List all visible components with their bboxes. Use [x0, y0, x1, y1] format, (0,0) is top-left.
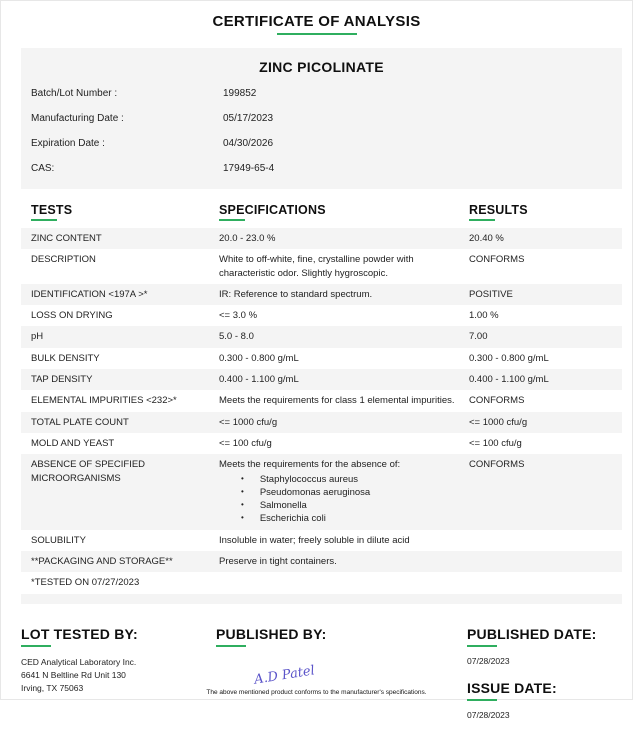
table-row: [21, 249, 622, 284]
specification-cell: [219, 576, 469, 589]
test-name-cell: IDENTIFICATION <197A >*: [31, 288, 148, 300]
lab-address-line: CED Analytical Laboratory Inc.: [21, 656, 137, 667]
specification-text: Meets the requirements for class 1 elemental impurities.: [219, 395, 455, 407]
specification-text: White to off-white, fine, crystalline powder with characteristic odor. Slightly hygroscopic.: [219, 254, 414, 279]
test-name-cell: [21, 594, 219, 604]
result-cell: [469, 594, 622, 604]
specification-bullet-item: • Salmonella: [241, 499, 455, 512]
result-cell: CONFORMS: [469, 254, 525, 266]
specification-text: 0.400 - 1.100 g/mL: [219, 374, 299, 386]
product-field-value: 199852: [223, 88, 257, 99]
published-by-label: PUBLISHED BY:: [216, 625, 327, 642]
specification-cell: [219, 253, 469, 280]
specification-bullet-item: • Pseudomonas aeruginosa: [241, 486, 455, 499]
specification-cell: [219, 232, 469, 245]
specification-cell: [219, 416, 469, 429]
tests-section: [21, 195, 622, 604]
table-row: [21, 594, 622, 604]
product-field: [21, 106, 622, 131]
test-name-cell: *TESTED ON 07/27/2023: [31, 577, 140, 589]
specification-cell: [219, 330, 469, 343]
table-row: [21, 551, 622, 572]
specification-text: 20.0 - 23.0 %: [219, 233, 276, 244]
specification-cell: [219, 373, 469, 386]
tests-header-label: TESTS: [31, 203, 73, 217]
product-field-label: Manufacturing Date :: [31, 113, 124, 124]
specification-cell: [219, 555, 469, 568]
specification-text: <= 100 cfu/g: [219, 437, 272, 449]
heading-underline: [21, 645, 51, 647]
specification-text: IR: Reference to standard spectrum.: [219, 288, 373, 300]
product-field-label: Batch/Lot Number :: [31, 88, 118, 99]
footer-note: The above mentioned product conforms to the manufacturer's specifications.: [206, 689, 427, 696]
result-cell: POSITIVE: [469, 288, 513, 300]
specification-cell: [219, 288, 469, 301]
published-date-label: PUBLISHED DATE:: [467, 625, 597, 642]
lot-tested-by-label: LOT TESTED BY:: [21, 625, 138, 642]
table-row: [21, 572, 622, 593]
test-name-cell: LOSS ON DRYING: [31, 310, 113, 322]
test-name-cell: ELEMENTAL IMPURITIES <232>*: [31, 395, 177, 407]
specification-cell: [219, 458, 469, 525]
header-underline: [31, 219, 57, 221]
published-by-block: [216, 626, 467, 734]
test-name-cell: TAP DENSITY: [31, 374, 93, 386]
dates-block: [467, 626, 622, 734]
result-cell: <= 1000 cfu/g: [469, 416, 528, 428]
specification-text: 5.0 - 8.0: [219, 331, 254, 343]
table-row: [21, 412, 622, 433]
table-row: [21, 433, 622, 454]
table-row: [21, 284, 622, 305]
product-field: [21, 81, 622, 106]
specification-cell: [219, 534, 469, 547]
result-cell: [469, 576, 622, 589]
tests-table-header: [21, 195, 622, 228]
tests-table-body: [21, 228, 622, 604]
result-cell: CONFORMS: [469, 395, 525, 407]
specifications-header-label: SPECIFICATIONS: [219, 203, 326, 217]
result-cell: 0.400 - 1.100 g/mL: [469, 374, 549, 386]
specification-bullet-item: • Escherichia coli: [241, 512, 455, 525]
result-cell: <= 100 cfu/g: [469, 437, 522, 449]
heading-underline: [467, 699, 497, 701]
specification-text: 0.300 - 0.800 g/mL: [219, 352, 299, 364]
table-row: [21, 390, 622, 411]
product-field-label: CAS:: [31, 163, 55, 174]
test-name-cell: DESCRIPTION: [31, 254, 96, 266]
specification-cell: [219, 594, 469, 604]
test-name-cell: BULK DENSITY: [31, 352, 100, 364]
header-underline: [469, 219, 495, 221]
specification-text: Insoluble in water; freely soluble in dilute acid: [219, 534, 410, 546]
product-field-value: 05/17/2023: [223, 113, 274, 124]
test-name-cell: TOTAL PLATE COUNT: [31, 416, 129, 428]
lab-address-line: Irving, TX 75063: [21, 682, 84, 693]
result-cell: 1.00 %: [469, 310, 499, 322]
result-cell: CONFORMS: [469, 459, 525, 471]
heading-underline: [216, 645, 246, 647]
title-underline: [277, 33, 357, 35]
specification-cell: [219, 437, 469, 450]
table-row: [21, 369, 622, 390]
specification-text: Preserve in tight containers.: [219, 556, 337, 568]
tests-column-header: [21, 203, 219, 221]
test-name-cell: MOLD AND YEAST: [31, 437, 115, 449]
product-name: ZINC PICOLINATE: [259, 59, 384, 75]
product-info-panel: [21, 48, 622, 189]
issue-date-label: ISSUE DATE:: [467, 679, 557, 696]
table-row: [21, 348, 622, 369]
test-name-cell: ZINC CONTENT: [31, 233, 102, 244]
issue-date-value: 07/28/2023: [467, 709, 510, 720]
product-fields: [21, 81, 622, 181]
specifications-column-header: [219, 203, 469, 221]
result-cell: 0.300 - 0.800 g/mL: [469, 352, 549, 364]
signature: A.D Patel: [253, 662, 316, 688]
table-row: [21, 454, 622, 529]
published-date-value: 07/28/2023: [467, 655, 510, 666]
test-name-cell: ABSENCE OF SPECIFIED MICROORGANISMS: [31, 459, 146, 484]
lot-tested-by-block: [21, 626, 216, 734]
result-cell: [469, 534, 622, 547]
specification-cell: [219, 394, 469, 407]
test-name-cell: SOLUBILITY: [31, 534, 86, 546]
table-row: [21, 228, 622, 249]
signoff-section: [21, 626, 622, 734]
specification-text: <= 3.0 %: [219, 310, 258, 322]
specification-bullet-item: • Staphylococcus aureus: [241, 473, 455, 486]
table-row: [21, 305, 622, 326]
lab-address-line: 6641 N Beltline Rd Unit 130: [21, 669, 126, 680]
result-cell: [469, 555, 622, 568]
result-cell: 7.00: [469, 331, 488, 343]
specification-bullet-list: [219, 473, 455, 526]
results-column-header: [469, 203, 622, 221]
specification-text: Meets the requirements for the absence of:: [219, 459, 401, 471]
document-title: CERTIFICATE OF ANALYSIS: [212, 13, 421, 30]
table-row: [21, 326, 622, 347]
product-field: [21, 131, 622, 156]
specification-cell: [219, 352, 469, 365]
product-field-label: Expiration Date :: [31, 138, 105, 149]
results-header-label: RESULTS: [469, 203, 528, 217]
product-field: [21, 156, 622, 181]
heading-underline: [467, 645, 497, 647]
product-field-value: 17949-65-4: [223, 163, 275, 174]
specification-text: <= 1000 cfu/g: [219, 416, 278, 428]
result-cell: 20.40 %: [469, 233, 504, 244]
header-underline: [219, 219, 245, 221]
product-field-value: 04/30/2026: [223, 138, 274, 149]
test-name-cell: **PACKAGING AND STORAGE**: [31, 556, 173, 568]
test-name-cell: pH: [31, 331, 44, 343]
specification-cell: [219, 309, 469, 322]
table-row: [21, 530, 622, 551]
